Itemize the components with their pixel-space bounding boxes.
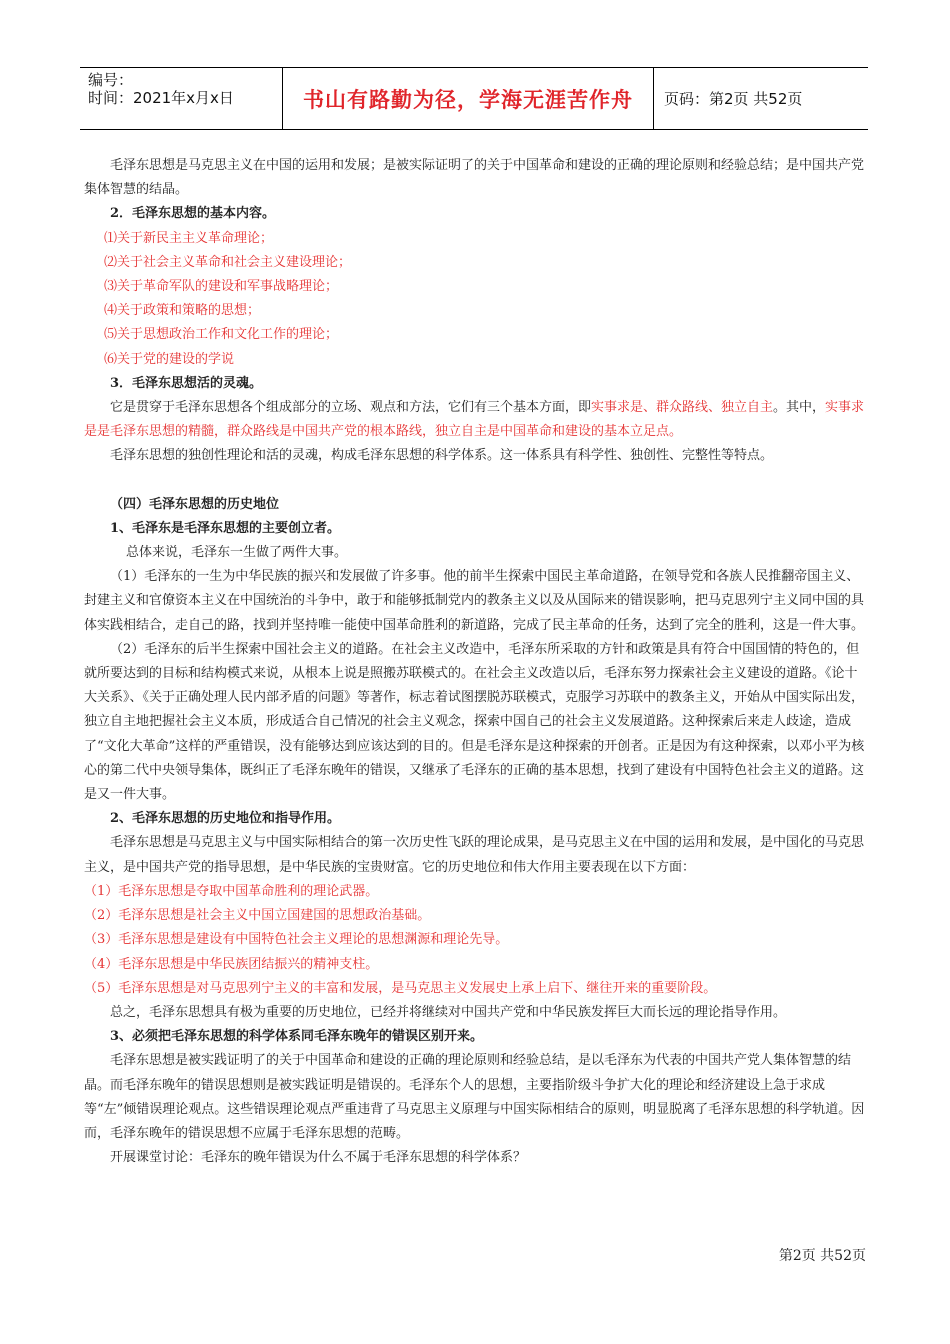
header-meta (80, 68, 283, 129)
paragraph: 毛泽东思想是马克思主义在中国的运用和发展；是被实际证明了的关于中国革命和建设的正确的理论原则和经验总结；是中国共产党集体智慧的结晶。 (84, 158, 865, 198)
section-heading: （四）毛泽东思想的历史地位 (110, 496, 280, 512)
subsection-heading: 1、毛泽东是毛泽东思想的主要创立者。 (110, 520, 341, 536)
role-item: （3）毛泽东思想是建设有中国特色社会主义理论的思想渊源和理论先导。 (84, 932, 509, 948)
number-label: 编号： (88, 71, 134, 89)
role-item: （1）毛泽东思想是夺取中国革命胜利的理论武器。 (84, 883, 379, 899)
content-item: ⑹关于党的建设的学说 (104, 351, 235, 367)
highlight-text: 实事求是是毛泽东思想的精髓，群众路线是中国共产党的根本路线，独立自主是中国革命和建设的基本立足点。 (84, 400, 865, 440)
role-item: （4）毛泽东思想是中华民族团结振兴的精神支柱。 (84, 956, 379, 972)
content-item: ⑸关于思想政治工作和文化工作的理论； (104, 327, 339, 343)
content-item: ⑶关于革命军队的建设和军事战略理论； (104, 279, 339, 295)
page-header (80, 67, 868, 130)
text-run: 它是贯穿于毛泽东思想各个组成部分的立场、观点和方法，它们有三个基本方面，即 (110, 400, 592, 416)
highlight-text: 实事求是、群众路线、独立自主 (591, 400, 774, 416)
paragraph: 总之，毛泽东思想具有极为重要的历史地位，已经并将继续对中国共产党和中华民族发挥巨大而长远的理论指导作用。 (110, 1004, 787, 1020)
content-item: ⑴关于新民主主义革命理论； (104, 230, 274, 246)
page-footer: 第2页 共52页 (778, 1248, 866, 1264)
role-item: （2）毛泽东思想是社会主义中国立国建国的思想政治基础。 (84, 908, 431, 924)
section-heading: 2．毛泽东思想的基本内容。 (110, 206, 276, 222)
document-body (84, 154, 866, 1170)
paragraph: 毛泽东思想是被实践证明了的关于中国革命和建设的正确的理论原则和经验总结，是以毛泽东为代表的中国共产党人集体智慧的结晶。而毛泽东晚年的错误思想则是被实践证明是错误的。毛泽东个人的思想，主要指阶级斗争扩大化的理论和经济建设上急于求成等“左”倾错误理论观点。这些错误理论观点严重违背了马克思主义原理与中国实际相结合的原则，明显脱离了毛泽东思想的科学轨道。因而，毛泽东晚年的错误思想不应属于毛泽东思想的范畴。 (84, 1053, 865, 1141)
paragraph: （1）毛泽东的一生为中华民族的振兴和发展做了许多事。他的前半生探索中国民主革命道路，在领导党和各族人民推翻帝国主义、封建主义和官僚资本主义在中国统治的斗争中，敢于和能够抵制党内的教条主义以及从国际来的错误影响，把马克思列宁主义同中国的具体实践相结合，走自己的路，找到并坚持唯一能使中国革命胜利的新道路，完成了民主革命的任务，达到了完全的胜利，这是一件大事。 (84, 569, 865, 633)
content-item: ⑵关于社会主义革命和社会主义建设理论； (104, 254, 352, 270)
subsection-heading: 2、毛泽东思想的历史地位和指导作用。 (110, 811, 341, 827)
paragraph: 开展课堂讨论：毛泽东的晚年错误为什么不属于毛泽东思想的科学体系？ (110, 1150, 527, 1166)
header-page-number: 页码：第2页 共52页 (664, 90, 803, 108)
header-slogan: 书山有路勤为径，学海无涯苦作舟 (283, 68, 654, 129)
content-item: ⑷关于政策和策略的思想； (104, 303, 261, 319)
subsection-heading: 3、必须把毛泽东思想的科学体系同毛泽东晚年的错误区别开来。 (110, 1029, 484, 1045)
paragraph: （2）毛泽东的后半生探索中国社会主义的道路。在社会主义改造中，毛泽东所采取的方针和政策是具有符合中国国情的特色的，但就所要达到的目标和结构模式来说，从根本上说是照搬苏联模式的。在社会主义改造以后，毛泽东努力探索社会主义建设的道路。《论十大关系》、《关于正确处理人民内部矛盾的问题》等著作，标志着试图摆脱苏联模式，克服学习苏联中的教条主义，开始从中国实际出发，独立自主地把握社会主义本质，形成适合自己情况的社会主义观念，探索中国自己的社会主义发展道路。这种探索后来走人歧途，造成了“文化大革命”这样的严重错误，没有能够达到应该达到的目的。但是毛泽东是这种探索的开创者。正是因为有这种探索，以邓小平为核心的第二代中央领导集体，既纠正了毛泽东晚年的错误，又继承了毛泽东的正确的基本思想，找到了建设有中国特色社会主义的道路。这是又一件大事。 (84, 641, 865, 803)
paragraph: 毛泽东思想的独创性理论和活的灵魂，构成毛泽东思想的科学体系。这一体系具有科学性、独创性、完整性等特点。 (110, 448, 774, 464)
time-label: 时间：2021年x月x日 (88, 89, 234, 107)
section-heading: 3．毛泽东思想活的灵魂。 (110, 375, 263, 391)
text-run: 。其中， (773, 400, 826, 416)
paragraph: 毛泽东思想是马克思主义与中国实际相结合的第一次历史性飞跃的理论成果，是马克思主义在中国的运用和发展，是中国化的马克思主义，是中国共产党的指导思想，是中华民族的宝贵财富。它的历史地位和伟大作用主要表现在以下方面： (84, 835, 865, 875)
role-item: （5）毛泽东思想是对马克思列宁主义的丰富和发展，是马克思主义发展史上承上启下、继往开来的重要阶段。 (84, 980, 717, 996)
paragraph (84, 396, 866, 444)
paragraph: 总体来说，毛泽东一生做了两件大事。 (126, 545, 348, 561)
spacer (84, 469, 866, 493)
